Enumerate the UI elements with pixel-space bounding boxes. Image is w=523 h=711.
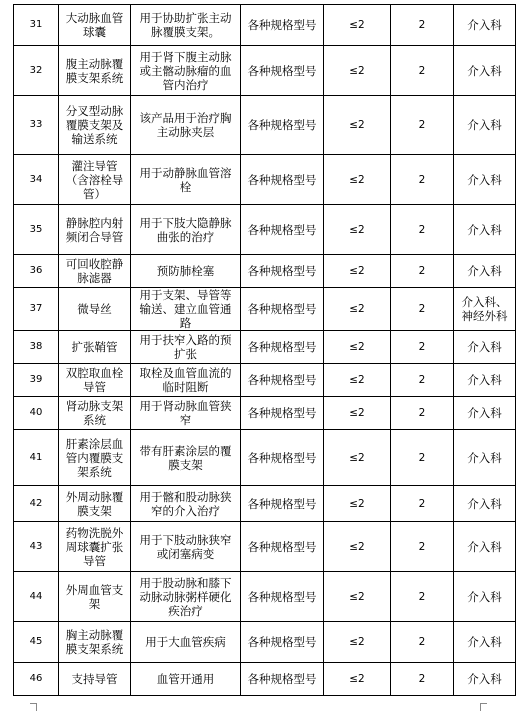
cell-use: 用于动静脉血管溶栓 — [131, 155, 241, 205]
cell-ratio: ≤2 — [324, 486, 391, 522]
cell-no: 44 — [14, 572, 59, 622]
cell-count: 2 — [391, 572, 454, 622]
cell-use: 血管开通用 — [131, 663, 241, 696]
cell-use: 用于下肢大隐静脉曲张的治疗 — [131, 205, 241, 255]
cell-ratio: ≤2 — [324, 288, 391, 331]
cell-no: 45 — [14, 622, 59, 663]
table-row — [14, 397, 516, 430]
cell-count: 2 — [391, 622, 454, 663]
cell-use: 用于股动脉和膝下动脉动脉粥样硬化疾治疗 — [131, 572, 241, 622]
table-row — [14, 288, 516, 331]
cell-count: 2 — [391, 46, 454, 96]
cell-name: 外周血管支架 — [59, 572, 131, 622]
table-row — [14, 96, 516, 155]
cell-spec: 各种规格型号 — [241, 96, 324, 155]
cell-dept: 介入科 — [454, 622, 516, 663]
cell-spec: 各种规格型号 — [241, 663, 324, 696]
cell-dept: 介入科 — [454, 46, 516, 96]
table-row — [14, 331, 516, 364]
cell-use: 取栓及血管血流的临时阻断 — [131, 364, 241, 397]
cell-use: 用于协助扩张主动脉覆膜支架。 — [131, 5, 241, 46]
cell-use: 该产品用于治疗胸主动脉夹层 — [131, 96, 241, 155]
table-row — [14, 155, 516, 205]
table-row — [14, 205, 516, 255]
cell-no: 42 — [14, 486, 59, 522]
cell-name: 药物洗脱外周球囊扩张导管 — [59, 522, 131, 572]
cell-no: 43 — [14, 522, 59, 572]
cell-count: 2 — [391, 255, 454, 288]
cell-ratio: ≤2 — [324, 255, 391, 288]
device-table-body — [14, 5, 516, 696]
cell-count: 2 — [391, 288, 454, 331]
cell-name: 微导丝 — [59, 288, 131, 331]
cell-no: 39 — [14, 364, 59, 397]
cell-spec: 各种规格型号 — [241, 622, 324, 663]
cell-dept: 介入科 — [454, 255, 516, 288]
cell-dept: 介入科 — [454, 663, 516, 696]
cell-count: 2 — [391, 96, 454, 155]
cell-name: 静脉腔内射频闭合导管 — [59, 205, 131, 255]
cell-no: 32 — [14, 46, 59, 96]
cell-name: 肝素涂层血管内覆膜支架系统 — [59, 430, 131, 486]
cell-spec: 各种规格型号 — [241, 205, 324, 255]
table-row — [14, 522, 516, 572]
cell-no: 38 — [14, 331, 59, 364]
cell-ratio: ≤2 — [324, 364, 391, 397]
cell-dept: 介入科 — [454, 155, 516, 205]
cell-use: 用于下肢动脉狭窄或闭塞病变 — [131, 522, 241, 572]
cell-count: 2 — [391, 155, 454, 205]
cell-ratio: ≤2 — [324, 331, 391, 364]
cell-use: 用于扶窄入路的预扩张 — [131, 331, 241, 364]
cell-count: 2 — [391, 331, 454, 364]
table-row — [14, 5, 516, 46]
cell-use: 用于大血管疾病 — [131, 622, 241, 663]
cell-no: 41 — [14, 430, 59, 486]
table-row — [14, 486, 516, 522]
cell-name: 分叉型动脉覆膜支架及输送系统 — [59, 96, 131, 155]
device-table — [13, 4, 516, 696]
cell-ratio: ≤2 — [324, 46, 391, 96]
cell-count: 2 — [391, 364, 454, 397]
table-row — [14, 430, 516, 486]
cell-use: 用于髂和股动脉狭窄的介入治疗 — [131, 486, 241, 522]
cell-dept: 介入科 — [454, 5, 516, 46]
cell-spec: 各种规格型号 — [241, 46, 324, 96]
cell-no: 36 — [14, 255, 59, 288]
table-row — [14, 622, 516, 663]
cell-spec: 各种规格型号 — [241, 522, 324, 572]
cell-ratio: ≤2 — [324, 522, 391, 572]
table-row — [14, 255, 516, 288]
cell-name: 支持导管 — [59, 663, 131, 696]
cell-spec: 各种规格型号 — [241, 331, 324, 364]
cell-ratio: ≤2 — [324, 96, 391, 155]
cell-dept: 介入科 — [454, 486, 516, 522]
cell-spec: 各种规格型号 — [241, 572, 324, 622]
cell-dept: 介入科、神经外科 — [454, 288, 516, 331]
cell-spec: 各种规格型号 — [241, 155, 324, 205]
cell-ratio: ≤2 — [324, 155, 391, 205]
cell-count: 2 — [391, 663, 454, 696]
device-table-sheet — [13, 4, 515, 696]
table-row — [14, 572, 516, 622]
cell-name: 扩张鞘管 — [59, 331, 131, 364]
cell-name: 双腔取血栓导管 — [59, 364, 131, 397]
cell-name: 灌注导管（含溶栓导管） — [59, 155, 131, 205]
cell-count: 2 — [391, 397, 454, 430]
cell-spec: 各种规格型号 — [241, 430, 324, 486]
cell-name: 可回收腔静脉滤器 — [59, 255, 131, 288]
cell-ratio: ≤2 — [324, 663, 391, 696]
cell-dept: 介入科 — [454, 364, 516, 397]
cell-name: 胸主动脉覆膜支架系统 — [59, 622, 131, 663]
cell-dept: 介入科 — [454, 96, 516, 155]
cell-count: 2 — [391, 430, 454, 486]
cell-ratio: ≤2 — [324, 5, 391, 46]
cell-use: 用于肾下腹主动脉或主髂动脉瘤的血管内治疗 — [131, 46, 241, 96]
table-row — [14, 364, 516, 397]
cell-ratio: ≤2 — [324, 205, 391, 255]
cell-count: 2 — [391, 522, 454, 572]
cell-dept: 介入科 — [454, 397, 516, 430]
cell-no: 37 — [14, 288, 59, 331]
cell-no: 34 — [14, 155, 59, 205]
cell-no: 31 — [14, 5, 59, 46]
cell-dept: 介入科 — [454, 430, 516, 486]
cell-ratio: ≤2 — [324, 430, 391, 486]
cell-count: 2 — [391, 486, 454, 522]
cell-no: 40 — [14, 397, 59, 430]
cell-use: 预防肺栓塞 — [131, 255, 241, 288]
cell-spec: 各种规格型号 — [241, 364, 324, 397]
cell-name: 外周动脉覆膜支架 — [59, 486, 131, 522]
cell-ratio: ≤2 — [324, 622, 391, 663]
cell-name: 腹主动脉覆膜支架系统 — [59, 46, 131, 96]
cell-spec: 各种规格型号 — [241, 288, 324, 331]
cell-use: 用于支架、导管等输送、建立血管通路 — [131, 288, 241, 331]
table-row — [14, 663, 516, 696]
cell-ratio: ≤2 — [324, 397, 391, 430]
cell-dept: 介入科 — [454, 522, 516, 572]
cell-ratio: ≤2 — [324, 572, 391, 622]
cell-use: 带有肝素涂层的覆膜支架 — [131, 430, 241, 486]
cell-no: 46 — [14, 663, 59, 696]
cell-spec: 各种规格型号 — [241, 255, 324, 288]
cell-name: 大动脉血管球囊 — [59, 5, 131, 46]
cell-no: 33 — [14, 96, 59, 155]
cell-dept: 介入科 — [454, 205, 516, 255]
cell-spec: 各种规格型号 — [241, 5, 324, 46]
cell-dept: 介入科 — [454, 572, 516, 622]
cell-dept: 介入科 — [454, 331, 516, 364]
cell-no: 35 — [14, 205, 59, 255]
cell-spec: 各种规格型号 — [241, 397, 324, 430]
cell-use: 用于肾动脉血管狭窄 — [131, 397, 241, 430]
cell-spec: 各种规格型号 — [241, 486, 324, 522]
table-row — [14, 46, 516, 96]
cell-count: 2 — [391, 5, 454, 46]
cell-name: 肾动脉支架系统 — [59, 397, 131, 430]
cell-count: 2 — [391, 205, 454, 255]
